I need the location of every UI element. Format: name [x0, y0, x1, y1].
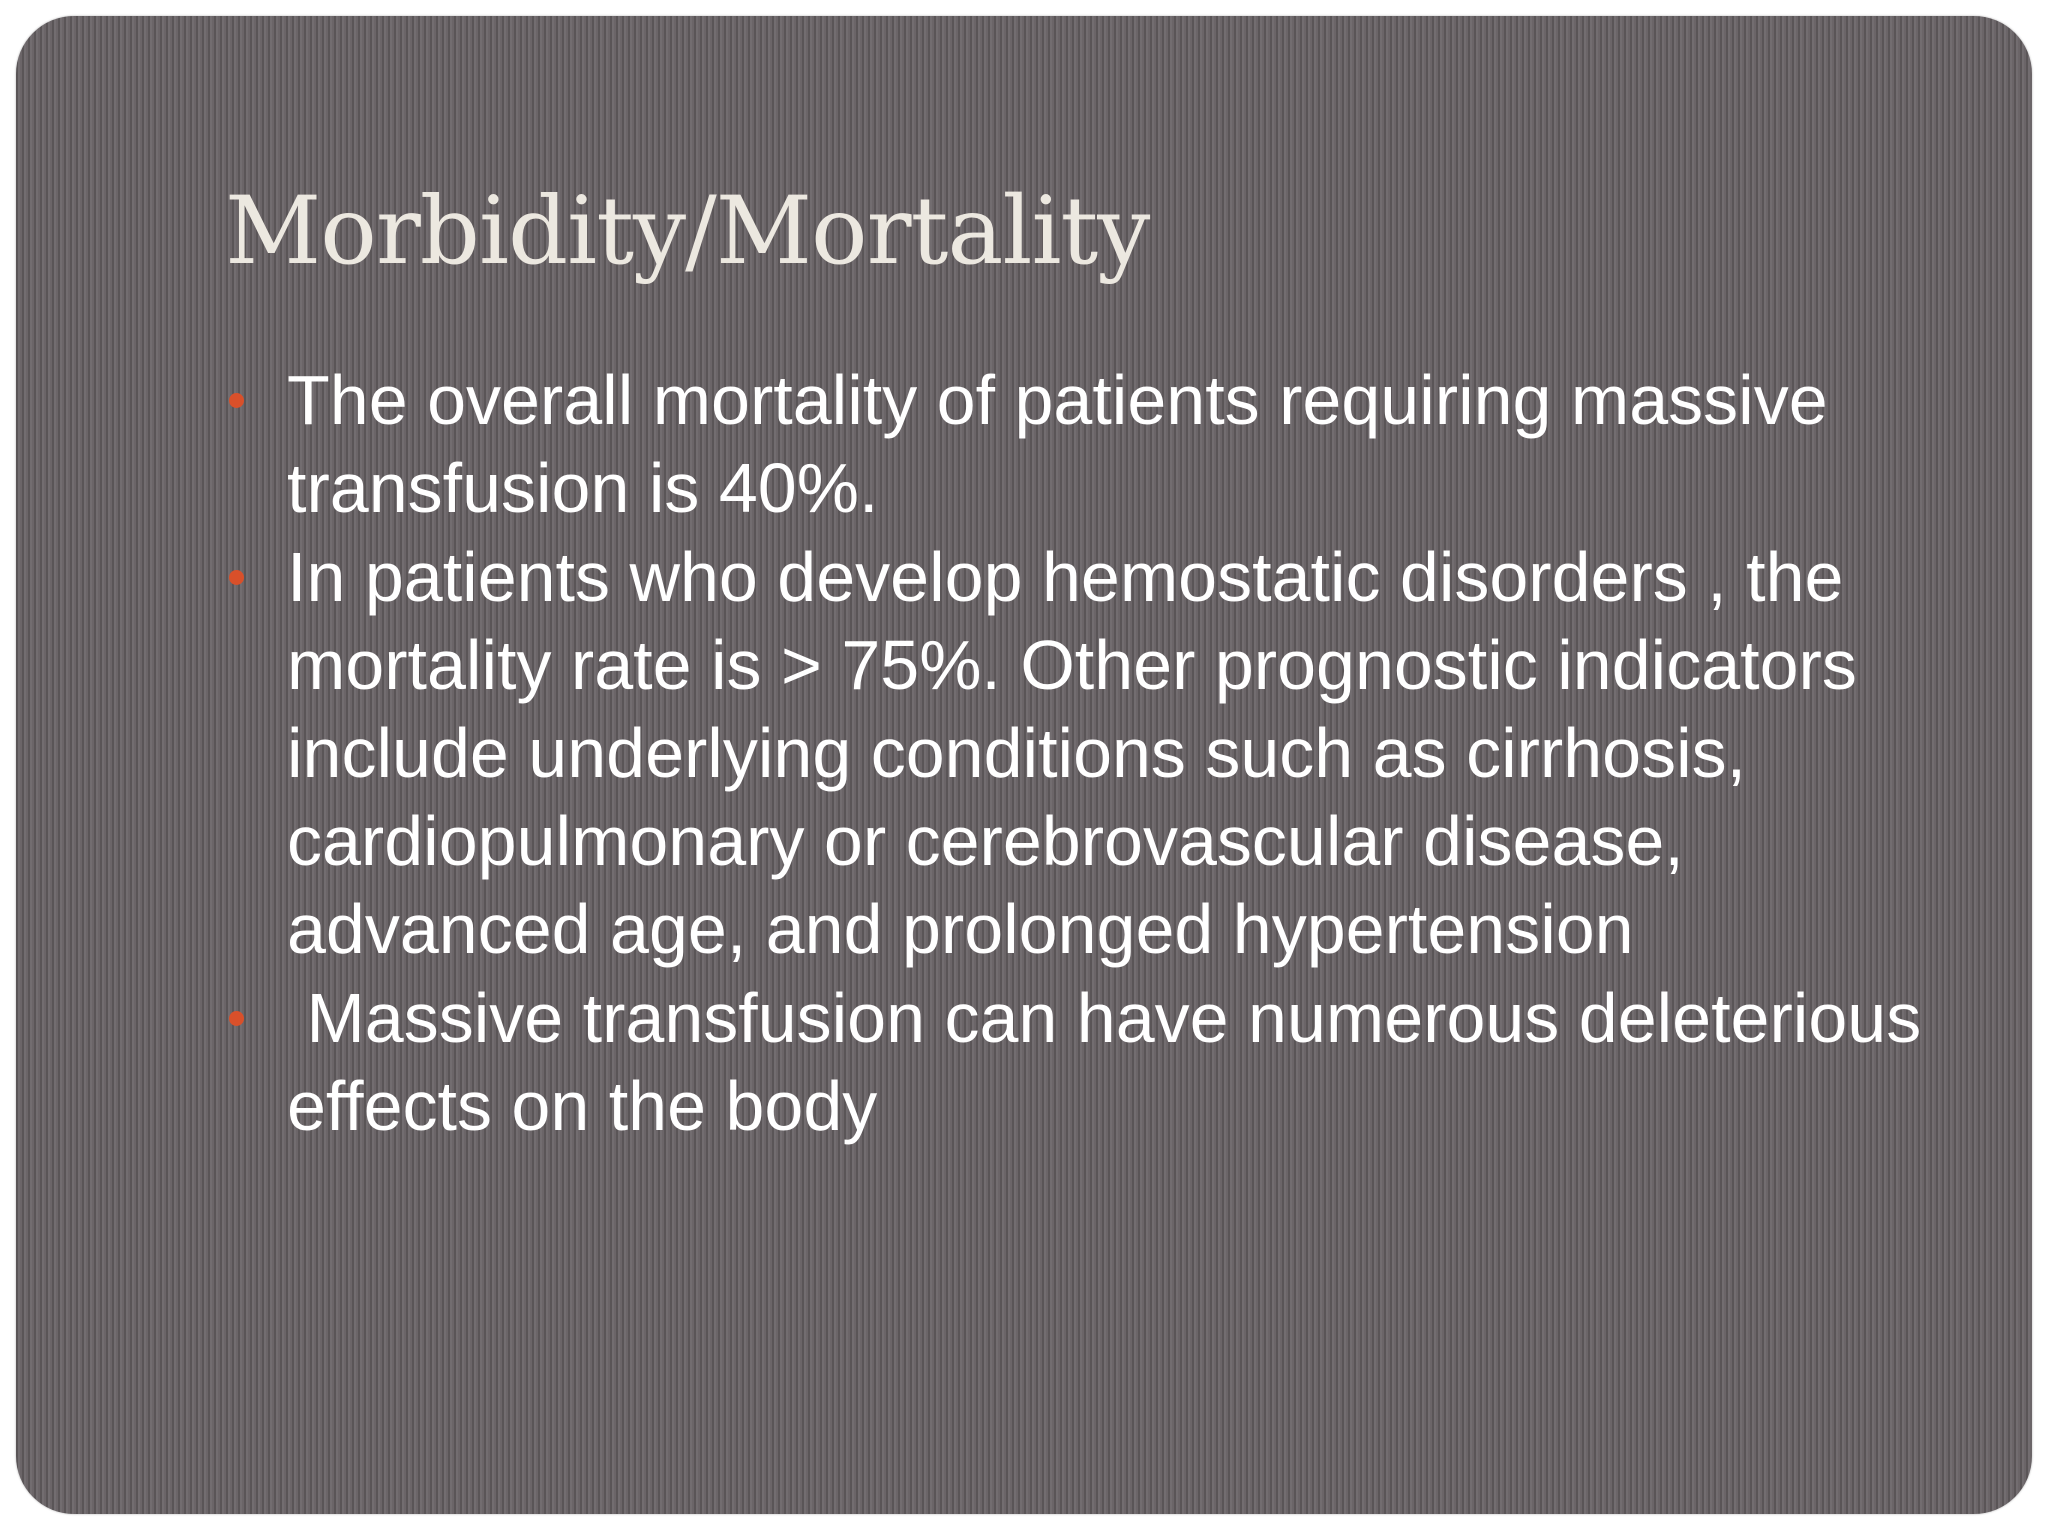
slide [16, 16, 2032, 1514]
bullet-text: Massive transfusion can have numerous deleterious effects on the body [287, 979, 1941, 1145]
bullet-item [225, 533, 1945, 973]
bullet-list [225, 356, 1945, 1151]
bullet-item [225, 356, 1945, 532]
bullet-dot-icon [229, 393, 244, 408]
bullet-text: In patients who develop hemostatic disorders , the mortality rate is > 75%. Other prognostic indicators include underlying conditions such as cirrhosis, cardiopulmonary or cerebrovascular disease, advanced age, and prolonged hypertension [287, 538, 1857, 968]
bullet-dot-icon [229, 570, 244, 585]
bullet-text: The overall mortality of patients requiring massive transfusion is 40%. [287, 361, 1828, 527]
bullet-dot-icon [229, 1011, 244, 1026]
slide-title: Morbidity/Mortality [225, 177, 1150, 286]
bullet-item [225, 974, 1945, 1150]
